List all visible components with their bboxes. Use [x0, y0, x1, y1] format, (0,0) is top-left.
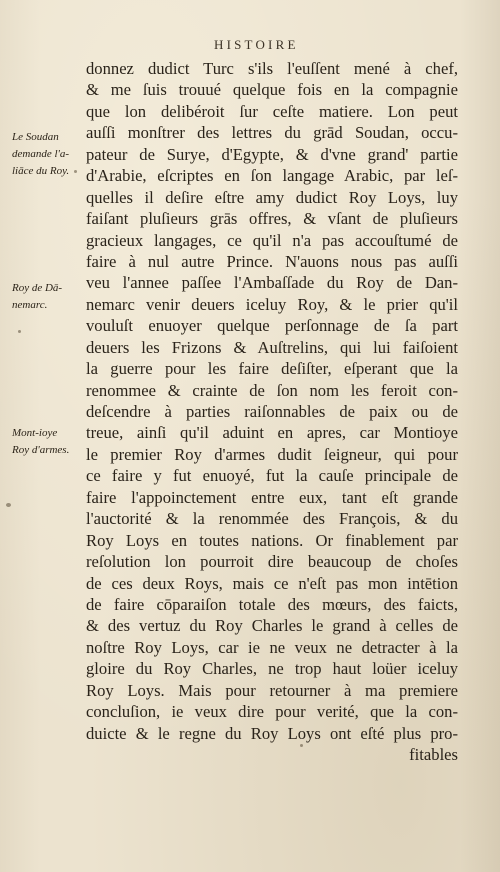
margin-note-danemarc	[12, 280, 90, 314]
text-line: ce faire y fut enuoyé, fut la cauſe principale de	[86, 466, 458, 486]
text-line: gloire du Roy Charles, ne trop haut loüer iceluy	[86, 659, 458, 679]
text-line: deuers les Frizons & Auſtrelins, qui lui faiſoient	[86, 337, 458, 357]
text-line: que lon delibéroit ſur ceſte matiere. Lon peut	[86, 101, 458, 121]
paper-speck	[74, 170, 77, 173]
text-line: deſcendre à parties raiſonnables de paix ou de	[86, 402, 458, 421]
text-line: l'auctorité & la renommée des François, & du	[86, 509, 458, 529]
text-line: vouluſt enuoyer quelque perſonnage de ſa part	[86, 316, 458, 336]
text-line: faire l'appoinctement entre eux, tant eſt grande	[86, 487, 458, 507]
running-head: HISTOIRE	[214, 37, 299, 52]
text-line: de faire cōparaiſon totale des mœurs, des faicts,	[86, 594, 458, 614]
text-line: le premier Roy d'armes dudit ſeigneur, qui pour	[86, 444, 458, 464]
margin-note-line: Mont-ioye	[12, 427, 58, 439]
text-line: fitables	[409, 745, 458, 764]
margin-note-montioye	[12, 425, 90, 459]
text-line: & me ſuis trouué quelque fois en la compagnie	[86, 80, 458, 100]
margin-note-line: nemarc.	[12, 299, 48, 311]
text-line: renommee & crainte de ſon nom les feroit con-	[86, 380, 458, 400]
paper-speck	[18, 330, 21, 333]
paper-speck	[6, 503, 11, 507]
main-text-block	[86, 58, 458, 765]
margin-note-line: Roy d'armes.	[12, 444, 70, 456]
text-line: d'Arabie, eſcriptes en ſon langage Arabic, par leſ-	[86, 166, 458, 186]
margin-note-line: liāce du Roy.	[12, 165, 70, 177]
margin-note-soudan	[12, 129, 90, 180]
text-line: reſolution lon pourroit dire beaucoup de choſes	[86, 552, 458, 572]
text-line: Roy Loys en toutes nations. Or finablement par	[86, 530, 458, 550]
text-line: quelles il deſire eſtre amy dudict Roy Loys, luy	[86, 187, 458, 207]
text-line: nemarc venir deuers iceluy Roy, & le prier qu'il	[86, 294, 458, 314]
text-line: faiſant pluſieurs grās offres, & vſant de pluſieurs	[86, 209, 458, 229]
margin-note-line: Le Soudan	[12, 131, 59, 143]
text-line: duicte & le regne du Roy Loys ont eſté plus pro-	[86, 723, 458, 743]
text-line: donnez dudict Turc s'ils l'euſſent mené à chef,	[86, 59, 458, 78]
text-line: noſtre Roy Loys, car ie ne veux ne detracter à la	[86, 637, 458, 657]
text-line: de ces deux Roys, mais ce n'eſt pas mon intētion	[86, 573, 458, 593]
text-line: gracieux langages, ce qu'il n'a pas accouſtumé de	[86, 230, 458, 250]
paper-speck	[300, 744, 303, 747]
margin-note-line: demande l'a-	[12, 148, 70, 160]
text-line: treue, ainſi qu'il aduint en apres, car Montioye	[86, 423, 458, 443]
text-line: auſſi monſtrer des lettres du grād Soudan, occu-	[86, 123, 458, 143]
text-line: Roy Loys. Mais pour retourner à ma premiere	[86, 680, 458, 700]
text-line: la guerre pour les faire deſiſter, eſperant que la	[86, 359, 458, 379]
margin-note-line: Roy de Dā-	[12, 282, 63, 294]
text-line: faire à nul autre Prince. N'auons nous pas auſſi	[86, 251, 458, 271]
text-line: concluſion, ie veux dire pour verité, que la con-	[86, 702, 458, 722]
text-line: & des vertuz du Roy Charles le grand à celles de	[86, 616, 458, 636]
text-line: veu l'annee paſſee l'Ambaſſade du Roy de Dan-	[86, 273, 458, 293]
text-line: pateur de Surye, d'Egypte, & d'vne grand' partie	[86, 144, 458, 164]
